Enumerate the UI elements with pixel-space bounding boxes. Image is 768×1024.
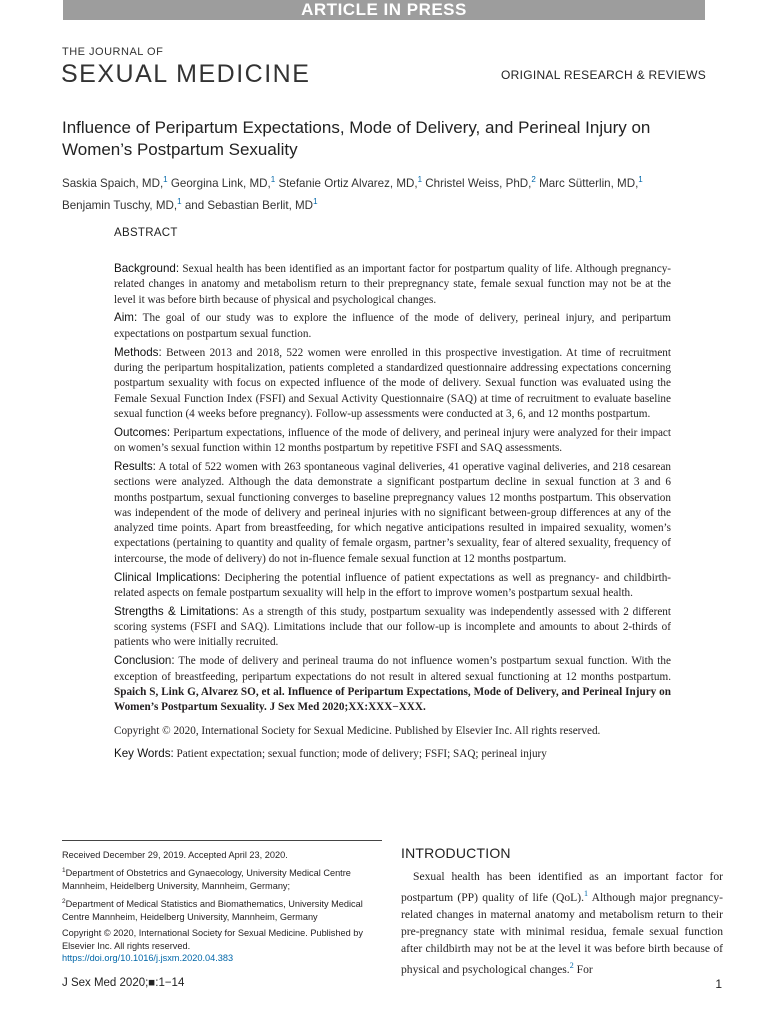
author: Marc Sütterlin, MD, <box>539 176 639 190</box>
affiliation-number: 2 <box>62 898 66 906</box>
abstract-background <box>114 261 671 308</box>
abstract-strengths-limitations <box>114 604 671 651</box>
reference-link[interactable]: 1 <box>584 889 589 898</box>
received-date: Received December 29, 2019. Accepted April 23, 2020. <box>62 850 288 860</box>
abstract-body <box>114 261 671 765</box>
affiliation-text: Department of Medical Statistics and Biomathematics, University Medical Centre Mannheim, Heidelberg University, Mannheim, Germany <box>62 899 363 922</box>
clinical-label: Clinical Implications: <box>114 570 221 584</box>
author-affiliation[interactable]: 1 <box>417 175 423 184</box>
affiliation-2 <box>62 896 384 923</box>
intro-sentence: Sexual health has been identified as an important factor for postpartum (PP) quality of life (QoL). <box>401 870 723 904</box>
aim-label: Aim: <box>114 311 138 325</box>
article-title: Influence of Peripartum Expectations, Mode of Delivery, and Perineal Injury on Women’s Postpartum Sexuality <box>62 118 651 159</box>
keywords-label: Key Words: <box>114 746 174 760</box>
footer-citation: J Sex Med 2020;■:1−14 <box>62 977 185 989</box>
footnotes <box>62 849 384 964</box>
author-affiliation[interactable]: 1 <box>163 175 168 184</box>
intro-sentence: For <box>573 962 593 976</box>
section-label: ORIGINAL RESEARCH & REVIEWS <box>500 68 706 82</box>
journal-name-line1: THE JOURNAL OF <box>62 46 164 58</box>
author: Benjamin Tuschy, MD, <box>62 198 178 212</box>
keywords-text: Patient expectation; sexual function; mode of delivery; FSFI; SAQ; perineal injury <box>176 747 547 760</box>
author-list <box>62 171 702 215</box>
methods-label: Methods: <box>114 345 162 359</box>
page-number: 1 <box>715 977 722 991</box>
aim-text: The goal of our study was to explore the influence of the mode of delivery, perineal injury, and peripartum expectations on postpartum sexual function. <box>114 312 671 340</box>
results-text: A total of 522 women with 263 spontaneous vaginal deliveries, 41 operative vaginal deliveries, and 218 cesarean sections were analyzed. Although the data demonstrate a significant postpartum decline in sexual function at 3 and 6 months postpartum, sexual functioning converges to baseline prepregnancy values 12 months postpartum. This observation was independent of the mode of delivery and perineal injuries with no significant between-group differences at any of the analyzed time points. Apart from breastfeeding, for which negative anticipations resulted in impaired sexuality, women’s expectations (pertaining to quantity and quality of female orgasm, partner’s sexuality, fear of altered sexuality, frequency of intercourse, the mode of delivery) do not in-fluence female sexual function at 12 months postpartum. <box>114 460 672 565</box>
author-affiliation[interactable]: 1 <box>638 175 643 184</box>
doi-link[interactable]: https://doi.org/10.1016/j.jsxm.2020.04.383 <box>62 952 234 963</box>
author-affiliation[interactable]: 1 <box>177 196 182 206</box>
background-text: Sexual health has been identified as an important factor for postpartum quality of life. Although pregnancy-related changes in anatomy and metabolism return to their prepregnancy state, female sexual function may not be at the level it was before birth because of physical and psychological changes. <box>114 263 672 306</box>
affiliation-number: 1 <box>62 867 66 875</box>
author-affiliation[interactable]: 2 <box>531 175 536 184</box>
author-affiliation[interactable]: 1 <box>313 196 318 206</box>
footnote-copyright: Copyright © 2020, International Society for Sexual Medicine. Published by Elsevier Inc. All rights reserved. <box>62 928 363 951</box>
author: Christel Weiss, PhD, <box>425 176 532 190</box>
abstract-keywords <box>114 746 671 762</box>
background-label: Background: <box>114 262 180 275</box>
introduction-heading: INTRODUCTION <box>401 845 511 861</box>
abstract-aim <box>114 310 671 342</box>
abstract-heading: ABSTRACT <box>114 227 178 239</box>
abstract-outcomes <box>114 425 671 457</box>
abstract-clinical-implications <box>114 570 671 602</box>
methods-text: Between 2013 and 2018, 522 women were enrolled in this prospective investigation. At time of recruitment during the peripartum hospitalization, patients completed a standardized questionnaire addressing expectations concerning postpartum sexuality with focus on expected influence of the mode of delivery. Sexual function was evaluated using the Female Sexual Function Index (FSFI) and Sexual Activity Questionnaire (SAQ) at time of recruitment to evaluate baseline sexual function (4 weeks before pregnancy). Follow-up assessments were conducted at 3, 6, and 12 months postpartum. <box>114 346 671 420</box>
author: Stefanie Ortiz Alvarez, MD, <box>278 176 418 190</box>
conclusion-label: Conclusion: <box>114 654 175 668</box>
abstract-methods <box>114 345 671 422</box>
author: and Sebastian Berlit, MD <box>184 198 314 212</box>
citation-text: Spaich S, Link G, Alvarez SO, et al. Influence of Peripartum Expectations, Mode of Delivery, and Perineal Injury on Women’s Postpartum Sexuality. J Sex Med 2020;XX:XXX−XXX. <box>114 685 671 714</box>
abstract-copyright: Copyright © 2020, International Society for Sexual Medicine. Published by Elsevier Inc. All rights reserved. <box>114 725 601 738</box>
abstract-results <box>114 459 671 567</box>
outcomes-text: Peripartum expectations, influence of the mode of delivery, and perineal injury were analyzed for their impact on women’s sexual function within 12 months postpartum by repetitive FSFI and SAQ assessments. <box>114 426 672 455</box>
strengths-label: Strengths & Limitations: <box>114 604 239 618</box>
intro-sentence: Although major pregnancy-related changes in maternal anatomy and metabolism return to their pre-pregnancy state with minimal residua, female sexual function after childbirth may not be at the level it was before birth because of physical and psychological changes. <box>401 890 723 976</box>
strengths-text: As a strength of this study, postpartum sexuality was independently assessed with 2 different scoring systems (FSFI and SAQ). Limitations include that our follow-up is incomplete and amounts to about 2-thirds of patients who were initially recruited. <box>114 605 671 649</box>
conclusion-text: The mode of delivery and perineal trauma do not influence women’s postpartum sexual function. With the exception of breastfeeding, peripartum expectations do not result in altered sexual functioning at 12 months postpartum. <box>114 655 671 683</box>
author: Georgina Link, MD, <box>170 176 271 190</box>
article-in-press-banner: ARTICLE IN PRESS <box>63 0 705 20</box>
clinical-text: Deciphering the potential influence of patient expectations as well as pregnancy- and childbirth-related aspects on female postpartum sexuality will help in the effort to improve women’s postpartum sexual health. <box>114 571 672 599</box>
results-label: Results: <box>114 459 156 473</box>
abstract-conclusion <box>114 653 671 715</box>
reference-link[interactable]: 2 <box>569 960 574 970</box>
journal-name-line2: SEXUAL MEDICINE <box>61 60 311 88</box>
introduction-text <box>401 868 723 978</box>
affiliation-text: Department of Obstetrics and Gynaecology, University Medical Centre Mannheim, Heidelberg University, Mannheim, Germany; <box>62 868 351 891</box>
affiliation-1 <box>62 865 384 892</box>
footnote-divider <box>62 840 382 841</box>
outcomes-label: Outcomes: <box>114 425 171 439</box>
author-affiliation[interactable]: 1 <box>270 175 276 184</box>
author: Saskia Spaich, MD, <box>62 176 164 190</box>
